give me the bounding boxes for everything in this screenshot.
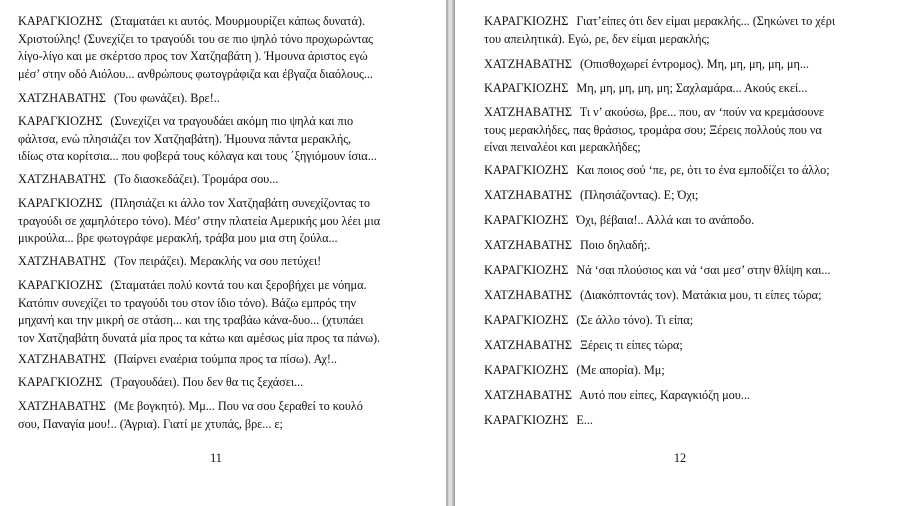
dialogue-paragraph xyxy=(484,387,894,405)
dialogue-line xyxy=(18,277,433,295)
dialogue-text: Τι ν’ ακούσω, βρε... που, αν ‘πούν να κρεμάσουνε xyxy=(579,105,825,119)
speaker-name: ΚΑΡΑΓΚΙΟΖΗΣ xyxy=(484,163,569,177)
speaker-name: ΧΑΤΖΗΑΒΑΤΗΣ xyxy=(18,172,106,186)
speaker-name: ΚΑΡΑΓΚΙΟΖΗΣ xyxy=(484,413,569,427)
speaker-name: ΧΑΤΖΗΑΒΑΤΗΣ xyxy=(484,338,572,352)
dialogue-paragraph xyxy=(484,412,894,430)
dialogue-line xyxy=(484,237,894,255)
dialogue-paragraph xyxy=(484,80,894,98)
dialogue-line: είναι πειναλέοι και μερακλήδες; xyxy=(484,140,641,155)
dialogue-paragraph xyxy=(484,287,894,305)
speaker-name: ΚΑΡΑΓΚΙΟΖΗΣ xyxy=(484,313,569,327)
dialogue-paragraph xyxy=(18,277,433,347)
dialogue-line xyxy=(18,398,433,416)
dialogue-text: Όχι, βέβαια!.. Αλλά και το ανάποδο. xyxy=(576,213,755,227)
dialogue-text: Και ποιος σού ‘πε, ρε, ότι το ένα εμποδίζει το άλλο; xyxy=(576,163,830,177)
dialogue-line: μικρούλα... βρε φωτογράφε μερακλή, τράβα μου μια στη ζούλα... xyxy=(18,231,338,246)
dialogue-line xyxy=(484,162,894,180)
dialogue-line: Κατόπιν συνεχίζει το τραγούδι του στον ίδιο τόνο). Βάζω εμπρός την xyxy=(18,295,357,310)
speaker-name: ΧΑΤΖΗΑΒΑΤΗΣ xyxy=(18,91,106,105)
dialogue-paragraph xyxy=(18,195,433,248)
page-gutter xyxy=(446,0,455,506)
dialogue-text: Γιατ’είπες ότι δεν είμαι μερακλής... (Σηκώνει το χέρι xyxy=(576,14,836,28)
speaker-name: ΧΑΤΖΗΑΒΑΤΗΣ xyxy=(484,238,572,252)
speaker-name: ΚΑΡΑΓΚΙΟΖΗΣ xyxy=(484,363,569,377)
speaker-name: ΧΑΤΖΗΑΒΑΤΗΣ xyxy=(484,288,572,302)
dialogue-text: (Τραγουδάει). Που δεν θα τις ξεχάσει... xyxy=(110,375,304,389)
speaker-name: ΚΑΡΑΓΚΙΟΖΗΣ xyxy=(18,196,103,210)
dialogue-text: Νά ‘σαι πλούσιος και νά ‘σαι μεσ’ στην θλίψη και... xyxy=(576,263,831,277)
page-number: 12 xyxy=(673,451,687,465)
dialogue-line xyxy=(484,212,894,230)
dialogue-text: (Σε άλλο τόνο). Τι είπα; xyxy=(576,313,694,327)
dialogue-line xyxy=(484,412,894,430)
dialogue-paragraph xyxy=(484,187,894,205)
dialogue-paragraph xyxy=(484,312,894,330)
dialogue-text: Ε... xyxy=(576,413,593,427)
dialogue-line: μηχανή και την μικρή σε στάση... και της τραβάω κάνα-δυο... (χτυπάει xyxy=(18,313,364,328)
dialogue-paragraph xyxy=(484,237,894,255)
dialogue-text: (Με απορία). Μμ; xyxy=(576,363,665,377)
speaker-name: ΚΑΡΑΓΚΙΟΖΗΣ xyxy=(18,14,103,28)
dialogue-line xyxy=(484,104,894,122)
dialogue-paragraph xyxy=(18,351,433,369)
speaker-name: ΚΑΡΑΓΚΙΟΖΗΣ xyxy=(18,278,103,292)
dialogue-line: τραγούδι σε χαμηλότερο τόνο). Μέσ’ στην πλατεία Αμερικής μου λέει μια xyxy=(18,213,381,228)
dialogue-line xyxy=(18,195,433,213)
dialogue-line xyxy=(484,13,894,31)
speaker-name: ΧΑΤΖΗΑΒΑΤΗΣ xyxy=(484,388,572,402)
dialogue-text: (Το διασκεδάζει). Τρομάρα σου... xyxy=(113,172,279,186)
dialogue-text: (Με βογκητό). Μμ... Που να σου ξεραθεί το κουλό xyxy=(113,399,363,413)
dialogue-paragraph xyxy=(18,374,433,392)
dialogue-line xyxy=(18,13,433,31)
dialogue-paragraph xyxy=(484,362,894,380)
dialogue-paragraph xyxy=(484,104,894,157)
dialogue-line xyxy=(484,287,894,305)
speaker-name: ΚΑΡΑΓΚΙΟΖΗΣ xyxy=(484,81,569,95)
dialogue-text: (Πλησιάζει κι άλλο τον Χατζηαβάτη συνεχίζοντας το xyxy=(110,196,370,210)
speaker-name: ΧΑΤΖΗΑΒΑΤΗΣ xyxy=(484,188,572,202)
right-page xyxy=(455,0,901,506)
speaker-name: ΚΑΡΑΓΚΙΟΖΗΣ xyxy=(484,14,569,28)
dialogue-line: ιδίως στα κορίτσια... που φοβερά τους κόλαγα και τους ΄ξηγιόμουν ίσια... xyxy=(18,149,377,164)
dialogue-paragraph xyxy=(18,13,433,83)
dialogue-text: Ποιο δηλαδή;. xyxy=(579,238,651,252)
dialogue-paragraph xyxy=(484,262,894,280)
left-page xyxy=(0,0,446,506)
dialogue-line xyxy=(484,187,894,205)
dialogue-paragraph xyxy=(18,253,433,271)
speaker-name: ΚΑΡΑΓΚΙΟΖΗΣ xyxy=(18,114,103,128)
speaker-name: ΧΑΤΖΗΑΒΑΤΗΣ xyxy=(18,352,106,366)
speaker-name: ΧΑΤΖΗΑΒΑΤΗΣ xyxy=(484,57,572,71)
dialogue-line xyxy=(484,387,894,405)
dialogue-line: λίγο-λίγο και με σκέρτσο προς τον Χατζηαβάτη ). Ήμουνα άριστος εγώ xyxy=(18,49,368,64)
dialogue-line: σου, Παναγία μου!.. (Άγρια). Γιατί με χτυπάς, βρε... ε; xyxy=(18,416,283,431)
dialogue-line xyxy=(18,351,433,369)
dialogue-paragraph xyxy=(18,90,433,108)
dialogue-line xyxy=(18,374,433,392)
dialogue-text: (Διακόπτοντάς τον). Ματάκια μου, τι είπες τώρα; xyxy=(579,288,822,302)
dialogue-line xyxy=(18,113,433,131)
dialogue-text: (Τον πειράζει). Μερακλής να σου πετύχει! xyxy=(113,254,322,268)
speaker-name: ΚΑΡΑΓΚΙΟΖΗΣ xyxy=(484,213,569,227)
dialogue-line xyxy=(18,171,433,189)
dialogue-text: (Πλησιάζοντας). Ε; Όχι; xyxy=(579,188,699,202)
dialogue-text: (Παίρνει εναέρια τούμπα προς τα πίσω). Αχ!.. xyxy=(113,352,337,366)
dialogue-text: (Σταματάει πολύ κοντά του και ξεροβήχει με νόημα. xyxy=(110,278,367,292)
dialogue-text: Ξέρεις τι είπες τώρα; xyxy=(579,338,683,352)
dialogue-line: Χριστούλης! (Συνεχίζει το τραγούδι του σε πιο ψηλό τόνο προχωρώντας xyxy=(18,31,373,46)
dialogue-text: (Οπισθοχωρεί έντρομος). Μη, μη, μη, μη, μη... xyxy=(579,57,809,71)
dialogue-line: του απειλητικά). Εγώ, ρε, δεν είμαι μερακλής; xyxy=(484,31,710,46)
dialogue-text: (Του φωνάζει). Βρε!.. xyxy=(113,91,220,105)
speaker-name: ΚΑΡΑΓΚΙΟΖΗΣ xyxy=(484,263,569,277)
speaker-name: ΚΑΡΑΓΚΙΟΖΗΣ xyxy=(18,375,103,389)
speaker-name: ΧΑΤΖΗΑΒΑΤΗΣ xyxy=(18,254,106,268)
dialogue-line xyxy=(484,337,894,355)
dialogue-text: Μη, μη, μη, μη, μη; Σαχλαμάρα... Ακούς εκεί... xyxy=(576,81,808,95)
dialogue-paragraph xyxy=(484,337,894,355)
dialogue-line xyxy=(484,80,894,98)
dialogue-paragraph xyxy=(484,212,894,230)
speaker-name: ΧΑΤΖΗΑΒΑΤΗΣ xyxy=(18,399,106,413)
dialogue-line xyxy=(18,90,433,108)
dialogue-paragraph xyxy=(18,171,433,189)
page-number: 11 xyxy=(210,451,222,465)
dialogue-paragraph xyxy=(484,162,894,180)
dialogue-paragraph xyxy=(484,56,894,74)
dialogue-line xyxy=(484,362,894,380)
dialogue-line: τους μερακλήδες, πας θράσιος, τρομάρα σου; Ξέρεις πολλούς που να xyxy=(484,122,822,137)
dialogue-line: μέσ’ στην οδό Αιόλου... ανθρώπους φωτογράφιζα και έβγαζα διαόλους... xyxy=(18,66,373,81)
dialogue-line: φάλτσα, ενώ πλησιάζει τον Χατζηαβάτη). Ήμουνα πάντα μερακλής, xyxy=(18,131,352,146)
speaker-name: ΧΑΤΖΗΑΒΑΤΗΣ xyxy=(484,105,572,119)
dialogue-paragraph xyxy=(484,13,894,48)
dialogue-paragraph xyxy=(18,113,433,166)
dialogue-text: (Σταματάει κι αυτός. Μουρμουρίζει κάπως δυνατά). xyxy=(110,14,365,28)
dialogue-text: Αυτό που είπες, Καραγκιόζη μου... xyxy=(579,388,750,402)
dialogue-line xyxy=(18,253,433,271)
dialogue-line xyxy=(484,312,894,330)
dialogue-line xyxy=(484,262,894,280)
dialogue-line: τον Χατζηαβάτη δυνατά μία προς τα κάτω και αμέσως μία προς τα πάνω). xyxy=(18,330,381,345)
dialogue-text: (Συνεχίζει να τραγουδάει ακόμη πιο ψηλά και πιο xyxy=(110,114,354,128)
dialogue-paragraph xyxy=(18,398,433,433)
dialogue-line xyxy=(484,56,894,74)
